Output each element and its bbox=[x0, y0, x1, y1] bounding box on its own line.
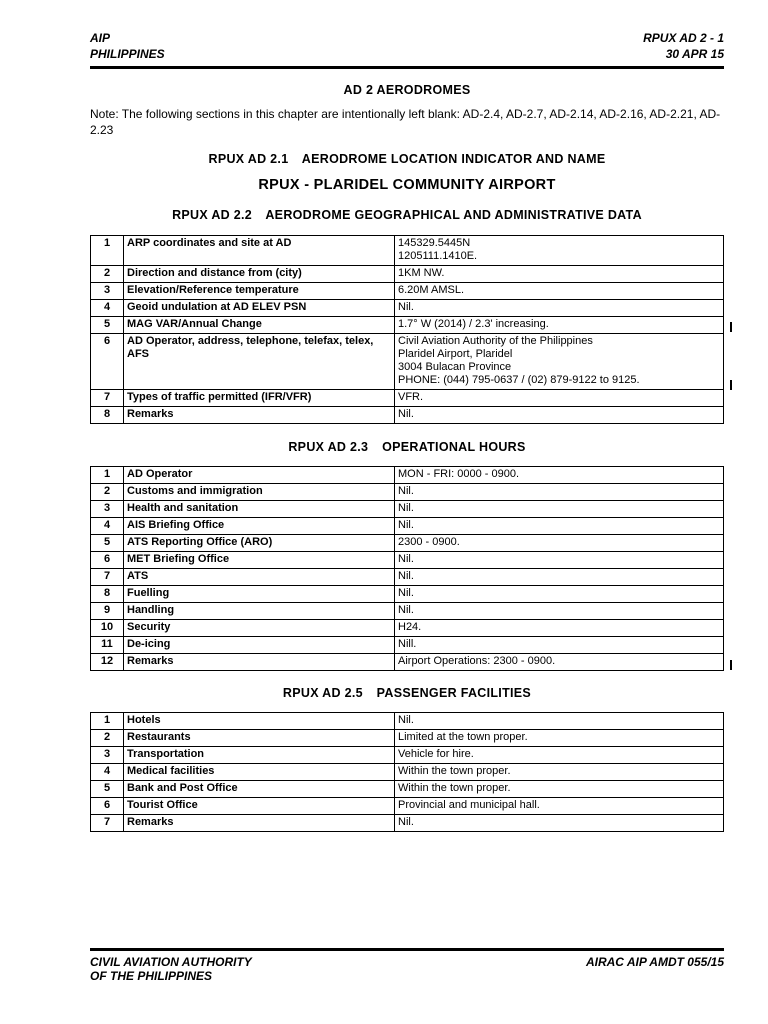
row-value: Nil. bbox=[395, 552, 724, 569]
table-row bbox=[91, 300, 724, 317]
row-number: 1 bbox=[91, 713, 124, 730]
row-number: 6 bbox=[91, 552, 124, 569]
header-date: 30 APR 15 bbox=[665, 47, 724, 61]
row-value: Nil. bbox=[395, 815, 724, 832]
section-2-1-title: AERODROME LOCATION INDICATOR AND NAME bbox=[301, 152, 606, 166]
row-number: 5 bbox=[91, 535, 124, 552]
row-item: Geoid undulation at AD ELEV PSN bbox=[124, 300, 395, 317]
table-row bbox=[91, 603, 724, 620]
row-item: Security bbox=[124, 620, 395, 637]
header-state: PHILIPPINES bbox=[90, 47, 165, 61]
change-bar bbox=[730, 322, 732, 332]
section-2-1-number: RPUX AD 2.1 bbox=[208, 152, 289, 166]
row-number: 3 bbox=[91, 283, 124, 300]
table-row bbox=[91, 781, 724, 798]
row-item: ATS Reporting Office (ARO) bbox=[124, 535, 395, 552]
row-value: Limited at the town proper. bbox=[395, 730, 724, 747]
passenger-facilities-table bbox=[90, 712, 724, 832]
row-value: Civil Aviation Authority of the Philippines Plaridel Airport, Plaridel 3004 Bulacan Province PHONE: (044) 795-0637 / (02) 879-9122 to 9125. bbox=[395, 334, 724, 390]
row-number: 9 bbox=[91, 603, 124, 620]
row-value: Nil. bbox=[395, 713, 724, 730]
row-number: 10 bbox=[91, 620, 124, 637]
row-item: AD Operator, address, telephone, telefax, telex, AFS bbox=[124, 334, 395, 390]
section-2-3-number: RPUX AD 2.3 bbox=[288, 440, 369, 454]
footer-authority-line2: OF THE PHILIPPINES bbox=[90, 969, 213, 983]
footer-rule bbox=[90, 948, 724, 951]
row-value: Nil. bbox=[395, 501, 724, 518]
row-value: 145329.5445N 1205111.1410E. bbox=[395, 236, 724, 266]
row-value: Nil. bbox=[395, 484, 724, 501]
table-row bbox=[91, 266, 724, 283]
row-value: 6.20M AMSL. bbox=[395, 283, 724, 300]
footer-authority-line1: CIVIL AVIATION AUTHORITY bbox=[90, 955, 252, 969]
row-number: 5 bbox=[91, 317, 124, 334]
row-number: 8 bbox=[91, 586, 124, 603]
blank-sections-note: Note: The following sections in this chapter are intentionally left blank: AD-2.4, AD-2.7, AD-2.14, AD-2.16, AD-2.21, AD-2.23 bbox=[90, 107, 721, 137]
table-row bbox=[91, 586, 724, 603]
row-number: 7 bbox=[91, 569, 124, 586]
table-row bbox=[91, 569, 724, 586]
row-value: 1KM NW. bbox=[395, 266, 724, 283]
row-item: Remarks bbox=[124, 654, 395, 671]
section-2-5-number: RPUX AD 2.5 bbox=[282, 686, 363, 700]
table-row bbox=[91, 334, 724, 390]
row-item: Handling bbox=[124, 603, 395, 620]
section-2-1-heading bbox=[90, 152, 724, 166]
table-row bbox=[91, 501, 724, 518]
operational-hours-table bbox=[90, 466, 724, 671]
row-number: 4 bbox=[91, 764, 124, 781]
row-number: 12 bbox=[91, 654, 124, 671]
row-value: Nil. bbox=[395, 300, 724, 317]
table-row bbox=[91, 535, 724, 552]
row-value: 1.7° W (2014) / 2.3' increasing. bbox=[395, 317, 724, 334]
row-value: Nil. bbox=[395, 569, 724, 586]
row-value: Airport Operations: 2300 - 0900. bbox=[395, 654, 724, 671]
row-number: 7 bbox=[91, 815, 124, 832]
row-item: Elevation/Reference temperature bbox=[124, 283, 395, 300]
table-row bbox=[91, 730, 724, 747]
table-row bbox=[91, 798, 724, 815]
row-item: Medical facilities bbox=[124, 764, 395, 781]
row-value: Provincial and municipal hall. bbox=[395, 798, 724, 815]
table-row bbox=[91, 467, 724, 484]
table-row bbox=[91, 747, 724, 764]
row-value: Nill. bbox=[395, 637, 724, 654]
table-row bbox=[91, 637, 724, 654]
table-row bbox=[91, 713, 724, 730]
row-value: Within the town proper. bbox=[395, 764, 724, 781]
row-value: Nil. bbox=[395, 407, 724, 424]
row-item: Transportation bbox=[124, 747, 395, 764]
row-number: 6 bbox=[91, 798, 124, 815]
header-page-ref: RPUX AD 2 - 1 bbox=[643, 31, 724, 45]
row-item: Types of traffic permitted (IFR/VFR) bbox=[124, 390, 395, 407]
row-item: MET Briefing Office bbox=[124, 552, 395, 569]
row-value: VFR. bbox=[395, 390, 724, 407]
row-number: 6 bbox=[91, 334, 124, 390]
row-item: Fuelling bbox=[124, 586, 395, 603]
row-item: Restaurants bbox=[124, 730, 395, 747]
header-publication: AIP bbox=[90, 31, 111, 45]
row-value: Nil. bbox=[395, 603, 724, 620]
table-row bbox=[91, 390, 724, 407]
footer-amendment: AIRAC AIP AMDT 055/15 bbox=[585, 955, 724, 969]
row-item: Remarks bbox=[124, 407, 395, 424]
section-2-3-title: OPERATIONAL HOURS bbox=[382, 440, 526, 454]
chapter-title: AD 2 AERODROMES bbox=[343, 83, 471, 97]
row-item: De-icing bbox=[124, 637, 395, 654]
header-rule bbox=[90, 66, 724, 69]
table-row bbox=[91, 407, 724, 424]
row-value: Within the town proper. bbox=[395, 781, 724, 798]
change-bar bbox=[730, 380, 732, 390]
table-row bbox=[91, 484, 724, 501]
table-row bbox=[91, 317, 724, 334]
row-item: Bank and Post Office bbox=[124, 781, 395, 798]
row-item: Tourist Office bbox=[124, 798, 395, 815]
section-2-2-heading bbox=[90, 208, 724, 222]
row-number: 1 bbox=[91, 236, 124, 266]
row-value: H24. bbox=[395, 620, 724, 637]
row-number: 3 bbox=[91, 501, 124, 518]
row-number: 8 bbox=[91, 407, 124, 424]
row-number: 3 bbox=[91, 747, 124, 764]
table-row bbox=[91, 620, 724, 637]
row-value: Nil. bbox=[395, 586, 724, 603]
row-value: 2300 - 0900. bbox=[395, 535, 724, 552]
row-item: ARP coordinates and site at AD bbox=[124, 236, 395, 266]
section-2-2-title: AERODROME GEOGRAPHICAL AND ADMINISTRATIVE DATA bbox=[265, 208, 642, 222]
table-row bbox=[91, 764, 724, 781]
row-number: 7 bbox=[91, 390, 124, 407]
section-2-5-title: PASSENGER FACILITIES bbox=[376, 686, 532, 700]
row-number: 2 bbox=[91, 484, 124, 501]
row-item: AIS Briefing Office bbox=[124, 518, 395, 535]
row-number: 1 bbox=[91, 467, 124, 484]
row-value: Nil. bbox=[395, 518, 724, 535]
change-bar bbox=[730, 660, 732, 670]
row-item: Direction and distance from (city) bbox=[124, 266, 395, 283]
row-item: AD Operator bbox=[124, 467, 395, 484]
section-2-3-heading bbox=[90, 440, 724, 454]
table-row bbox=[91, 552, 724, 569]
row-number: 4 bbox=[91, 518, 124, 535]
row-number: 4 bbox=[91, 300, 124, 317]
geographical-admin-data-table bbox=[90, 235, 724, 424]
row-value: Vehicle for hire. bbox=[395, 747, 724, 764]
row-item: MAG VAR/Annual Change bbox=[124, 317, 395, 334]
aerodrome-name: RPUX - PLARIDEL COMMUNITY AIRPORT bbox=[258, 177, 556, 193]
table-row bbox=[91, 283, 724, 300]
row-item: ATS bbox=[124, 569, 395, 586]
section-2-5-heading bbox=[90, 686, 724, 700]
table-row bbox=[91, 654, 724, 671]
section-2-2-number: RPUX AD 2.2 bbox=[172, 208, 253, 222]
row-number: 11 bbox=[91, 637, 124, 654]
row-value: MON - FRI: 0000 - 0900. bbox=[395, 467, 724, 484]
row-number: 2 bbox=[91, 730, 124, 747]
row-item: Customs and immigration bbox=[124, 484, 395, 501]
row-number: 2 bbox=[91, 266, 124, 283]
table-row bbox=[91, 815, 724, 832]
row-item: Health and sanitation bbox=[124, 501, 395, 518]
table-row bbox=[91, 518, 724, 535]
table-row bbox=[91, 236, 724, 266]
row-number: 5 bbox=[91, 781, 124, 798]
row-item: Hotels bbox=[124, 713, 395, 730]
row-item: Remarks bbox=[124, 815, 395, 832]
